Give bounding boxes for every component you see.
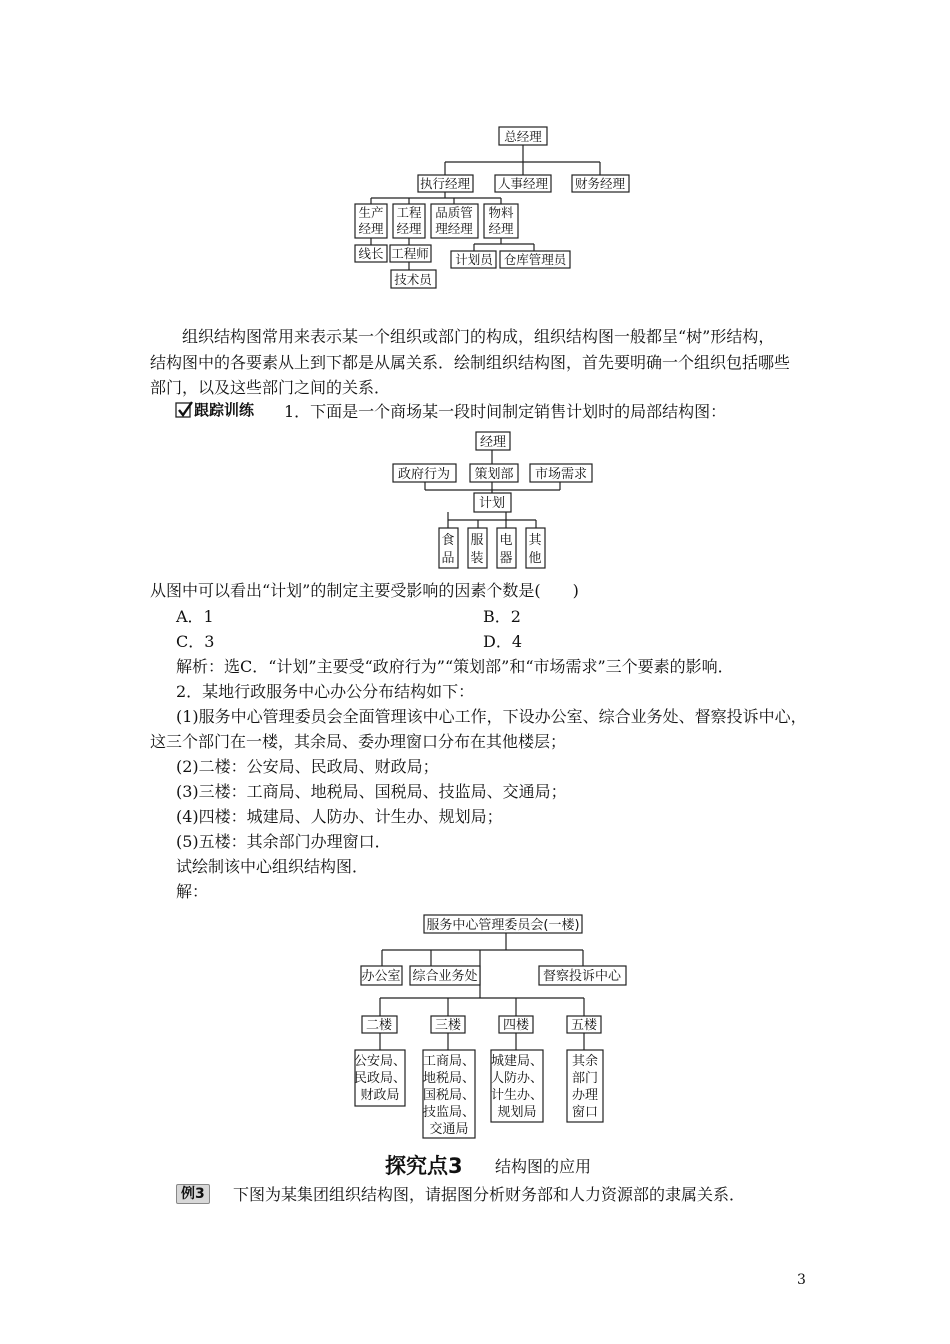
- question-1-text: 从图中可以看出“计划”的制定主要受影响的因素个数是( ): [150, 581, 579, 600]
- node-government: [393, 464, 456, 482]
- node-market-demand: [530, 464, 592, 482]
- svg-text:理经理: 理经理: [435, 221, 473, 236]
- q2-line: (2)二楼：公安局、民政局、财政局；: [176, 757, 439, 776]
- node-finance-manager: [572, 175, 629, 192]
- svg-text:部门: 部门: [571, 1071, 599, 1086]
- svg-text:装: 装: [470, 551, 484, 566]
- svg-text:生产: 生产: [358, 205, 384, 220]
- svg-text:国税局、: 国税局、: [422, 1088, 476, 1103]
- svg-text:仓库管理员: 仓库管理员: [503, 252, 567, 267]
- svg-text:四楼: 四楼: [502, 1018, 530, 1033]
- node-plan: [474, 493, 511, 512]
- svg-text:策划部: 策划部: [474, 467, 514, 482]
- option-c: C．3: [176, 632, 215, 651]
- svg-text:办理: 办理: [571, 1088, 599, 1103]
- svg-text:线长: 线长: [358, 246, 384, 261]
- svg-text:经理: 经理: [479, 435, 507, 450]
- node-units-floor-3: [423, 1050, 475, 1138]
- svg-text:总经理: 总经理: [504, 129, 542, 144]
- svg-text:食: 食: [441, 533, 455, 548]
- node-warehouse-manager: [500, 251, 570, 268]
- svg-text:经理: 经理: [396, 221, 422, 236]
- svg-text:交通局: 交通局: [429, 1122, 469, 1137]
- svg-text:他: 他: [528, 551, 542, 566]
- svg-text:电: 电: [499, 533, 513, 548]
- svg-text:市场需求: 市场需求: [534, 467, 588, 482]
- node-food: [439, 528, 458, 568]
- svg-text:二楼: 二楼: [365, 1018, 393, 1033]
- svg-text:执行经理: 执行经理: [419, 176, 471, 191]
- node-business-dept: [410, 966, 480, 985]
- node-hr-manager: [495, 175, 551, 192]
- svg-text:经理: 经理: [488, 221, 514, 236]
- paragraph-line: 部门，以及这些部门之间的关系．: [150, 378, 391, 397]
- svg-text:服: 服: [470, 533, 484, 548]
- svg-text:工商局、: 工商局、: [422, 1054, 476, 1069]
- q2-line: (4)四楼：城建局、人防办、计生办、规划局；: [176, 807, 503, 826]
- node-committee: [424, 915, 582, 933]
- svg-text:计划员: 计划员: [455, 252, 493, 267]
- option-b: B．2: [483, 607, 521, 626]
- paragraph-line: 结构图中的各要素从上到下都是从属关系．绘制组织结构图，首先要明确一个组织包括哪些: [150, 353, 791, 372]
- track-training-label: 跟踪训练: [194, 401, 255, 419]
- svg-text:综合业务处: 综合业务处: [412, 969, 478, 984]
- svg-text:公安局、: 公安局、: [353, 1054, 407, 1069]
- node-materials-manager: [484, 204, 518, 238]
- q2-line: (3)三楼：工商局、地税局、国税局、技监局、交通局；: [176, 782, 567, 801]
- svg-text:民政局、: 民政局、: [353, 1071, 407, 1086]
- svg-text:城建局、: 城建局、: [490, 1054, 544, 1069]
- node-planning-dept: [470, 464, 518, 482]
- svg-text:办公室: 办公室: [361, 969, 401, 984]
- q2-line: 这三个部门在一楼，其余局、委办理窗口分布在其他楼层；: [150, 732, 567, 751]
- svg-text:服务中心管理委员会(一楼): 服务中心管理委员会(一楼): [426, 918, 580, 933]
- q2-line: 解：: [176, 882, 209, 901]
- q2-line: (1)服务中心管理委员会全面管理该中心工作，下设办公室、综合业务处、督察投诉中心，: [176, 707, 807, 726]
- node-floor-3: [431, 1016, 465, 1033]
- q2-line: 2．某地行政服务中心办公分布结构如下：: [176, 682, 475, 701]
- svg-text:五楼: 五楼: [570, 1018, 598, 1033]
- node-appliances: [497, 528, 516, 568]
- node-manager: [476, 432, 510, 450]
- node-units-floor-2: [354, 1050, 406, 1106]
- page-number: 3: [797, 1272, 806, 1288]
- svg-text:技术员: 技术员: [394, 272, 432, 287]
- node-line-leader: [355, 245, 387, 262]
- checkbox-icon: [176, 402, 192, 417]
- svg-text:经理: 经理: [358, 221, 384, 236]
- svg-text:工程师: 工程师: [391, 246, 429, 261]
- node-technician: [391, 270, 436, 288]
- svg-text:窗口: 窗口: [571, 1105, 599, 1120]
- q2-line: 试绘制该中心组织结构图．: [176, 857, 369, 876]
- node-floor-4: [499, 1016, 533, 1033]
- node-complaint-center: [539, 966, 626, 985]
- node-clothing: [468, 528, 487, 568]
- node-floor-2: [362, 1016, 397, 1033]
- option-a: A．1: [176, 607, 214, 626]
- section-title: 探究点3: [385, 1154, 463, 1178]
- svg-text:人防办、: 人防办、: [490, 1071, 544, 1086]
- org-chart-mall-plan: [393, 432, 592, 568]
- node-general-manager: [499, 127, 547, 145]
- node-engineer: [390, 245, 431, 262]
- option-d: D．4: [483, 632, 523, 651]
- org-chart-service-center: [354, 915, 626, 1138]
- node-office: [361, 966, 402, 985]
- svg-text:其余: 其余: [571, 1054, 599, 1069]
- node-units-floor-4: [491, 1050, 543, 1122]
- node-floor-5: [567, 1016, 601, 1033]
- svg-text:规划局: 规划局: [497, 1105, 537, 1120]
- node-units-floor-5: [567, 1050, 603, 1122]
- node-engineering-manager: [393, 204, 425, 238]
- svg-text:政府行为: 政府行为: [397, 467, 451, 482]
- svg-text:其: 其: [528, 533, 542, 548]
- svg-text:财政局: 财政局: [360, 1088, 400, 1103]
- svg-text:工程: 工程: [396, 205, 422, 220]
- svg-text:地税局、: 地税局、: [422, 1071, 476, 1086]
- svg-text:财务经理: 财务经理: [574, 176, 626, 191]
- node-exec-manager: [418, 175, 473, 192]
- svg-text:器: 器: [499, 551, 513, 566]
- svg-text:人事经理: 人事经理: [497, 176, 549, 191]
- node-others: [526, 528, 545, 568]
- section-subtitle: 结构图的应用: [495, 1157, 592, 1176]
- node-quality-manager: [431, 204, 478, 238]
- node-planner: [451, 251, 496, 268]
- q2-line: (5)五楼：其余部门办理窗口．: [176, 832, 391, 851]
- svg-text:计划: 计划: [478, 496, 506, 511]
- paragraph-line: 组织结构图常用来表示某一个组织或部门的构成，组织结构图一般都呈“树”形结构，: [182, 327, 775, 346]
- question-1-stem: 1．下面是一个商场某一段时间制定销售计划时的局部结构图：: [284, 402, 727, 421]
- svg-text:品质管: 品质管: [435, 205, 473, 220]
- svg-text:计生办、: 计生办、: [490, 1088, 544, 1103]
- example-badge: 例3: [176, 1184, 210, 1204]
- svg-text:督察投诉中心: 督察投诉中心: [542, 969, 622, 984]
- svg-text:三楼: 三楼: [434, 1018, 462, 1033]
- svg-text:物料: 物料: [488, 205, 514, 220]
- svg-text:品: 品: [441, 551, 455, 566]
- node-production-manager: [355, 204, 387, 238]
- analysis: 解析：选C．“计划”主要受“政府行为”“策划部”和“市场需求”三个要素的影响．: [176, 657, 734, 676]
- svg-text:技监局、: 技监局、: [422, 1105, 476, 1120]
- example-text: 下图为某集团组织结构图，请据图分析财务部和人力资源部的隶属关系．: [233, 1185, 746, 1204]
